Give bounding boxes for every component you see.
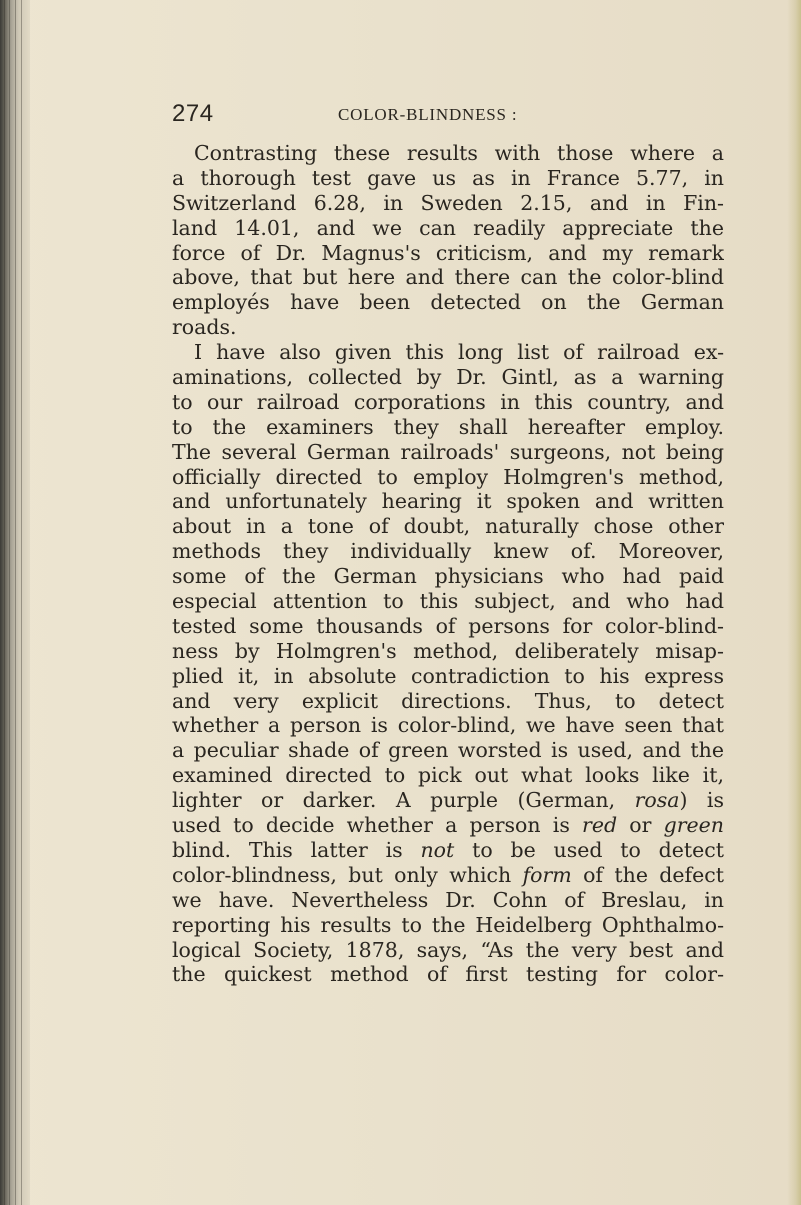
- text-line: [172, 589, 724, 614]
- text-line: [172, 763, 724, 788]
- text-line: [172, 489, 724, 514]
- text-line: [172, 315, 724, 340]
- text-line: [172, 614, 724, 639]
- text-line: [172, 265, 724, 290]
- text-line: [172, 664, 724, 689]
- text-line: [172, 813, 724, 838]
- body-text: [172, 141, 724, 987]
- text-segment: or: [617, 813, 664, 838]
- running-title: COLOR-BLINDNESS :: [338, 105, 518, 124]
- text-segment: methods they individually knew of. Moreover,: [172, 539, 724, 564]
- text-line: [172, 514, 724, 539]
- text-segment: ness by Holmgren's method, deliberately misap-: [172, 638, 724, 663]
- text-line: [172, 166, 724, 191]
- italic-text: not: [420, 837, 455, 862]
- gutter-line: [21, 0, 22, 1205]
- text-line: [172, 191, 724, 216]
- text-line: [172, 539, 724, 564]
- text-line: [172, 290, 724, 315]
- text-segment: especial attention to this subject, and who had: [172, 589, 724, 614]
- text-line: [172, 913, 724, 938]
- text-segment: used to decide whether a person is: [172, 813, 583, 838]
- text-segment: officially directed to employ Holmgren's method,: [172, 464, 724, 489]
- text-line: [172, 365, 724, 390]
- text-segment: the quickest method of first testing for color-: [172, 962, 724, 987]
- text-segment: employés have been detected on the German: [172, 290, 724, 315]
- text-segment: a peculiar shade of green worsted is used, and the: [172, 738, 724, 763]
- text-segment: The several German railroads' surgeons, not being: [172, 439, 724, 464]
- text-line: [172, 863, 724, 888]
- text-segment: lighter or darker. A purple (German,: [172, 788, 635, 813]
- text-segment: and very explicit directions. Thus, to detect: [172, 688, 724, 713]
- text-segment: some of the German physicians who had paid: [172, 564, 724, 589]
- text-line: [172, 938, 724, 963]
- book-binding-gutter: [0, 0, 30, 1205]
- text-segment: roads.: [172, 315, 237, 340]
- text-line: [172, 639, 724, 664]
- text-segment: examined directed to pick out what looks like it,: [172, 763, 724, 788]
- text-line: [172, 564, 724, 589]
- text-segment: a thorough test gave us as in France 5.77, in: [172, 165, 724, 190]
- text-line: [172, 216, 724, 241]
- text-segment: I have also given this long list of railroad ex-: [194, 340, 724, 365]
- text-segment: whether a person is color-blind, we have seen that: [172, 713, 724, 738]
- text-line: [172, 415, 724, 440]
- text-line: [172, 141, 724, 166]
- text-segment: ) is: [679, 788, 724, 813]
- text-segment: plied it, in absolute contradiction to his express: [172, 663, 724, 688]
- text-line: [172, 689, 724, 714]
- text-segment: blind. This latter is: [172, 837, 421, 862]
- text-line: [172, 738, 724, 763]
- text-segment: of the defect: [571, 862, 724, 887]
- text-line: [172, 241, 724, 266]
- text-line: [172, 440, 724, 465]
- text-segment: to the examiners they shall hereafter employ.: [172, 414, 724, 439]
- text-segment: Contrasting these results with those where a: [194, 141, 724, 165]
- text-segment: and unfortunately hearing it spoken and written: [172, 489, 724, 514]
- text-segment: to be used to detect: [454, 837, 724, 862]
- page-number: 274: [172, 100, 214, 127]
- text-segment: about in a tone of doubt, naturally chose other: [172, 514, 724, 539]
- text-segment: above, that but here and there can the color-blind: [172, 265, 724, 290]
- text-line: [172, 390, 724, 415]
- gutter-line: [4, 0, 5, 1205]
- italic-text: red: [582, 813, 618, 838]
- italic-text: green: [663, 813, 724, 838]
- italic-text: form: [522, 862, 572, 887]
- italic-text: rosa: [634, 788, 680, 813]
- gutter-line: [15, 0, 16, 1205]
- text-line: [172, 962, 724, 987]
- text-segment: aminations, collected by Dr. Gintl, as a warning: [172, 365, 724, 390]
- text-line: [172, 340, 724, 365]
- text-segment: force of Dr. Magnus's criticism, and my remark: [172, 240, 724, 265]
- text-segment: logical Society, 1878, says, “As the very best and: [172, 937, 724, 962]
- gutter-line: [9, 0, 10, 1205]
- text-line: [172, 838, 724, 863]
- running-head: [172, 100, 752, 130]
- text-line: [172, 713, 724, 738]
- text-segment: tested some thousands of persons for color-blind-: [172, 613, 724, 638]
- text-segment: reporting his results to the Heidelberg Ophthalmo-: [172, 912, 724, 937]
- text-segment: we have. Nevertheless Dr. Cohn of Breslau, in: [172, 887, 724, 912]
- page-edge: [787, 0, 801, 1205]
- text-segment: Switzerland 6.28, in Sweden 2.15, and in Fin-: [172, 190, 724, 215]
- text-line: [172, 888, 724, 913]
- text-segment: color-blindness, but only which: [172, 862, 523, 887]
- text-line: [172, 788, 724, 813]
- text-line: [172, 465, 724, 490]
- text-segment: to our railroad corporations in this country, and: [172, 389, 724, 414]
- text-segment: land 14.01, and we can readily appreciate the: [172, 215, 724, 240]
